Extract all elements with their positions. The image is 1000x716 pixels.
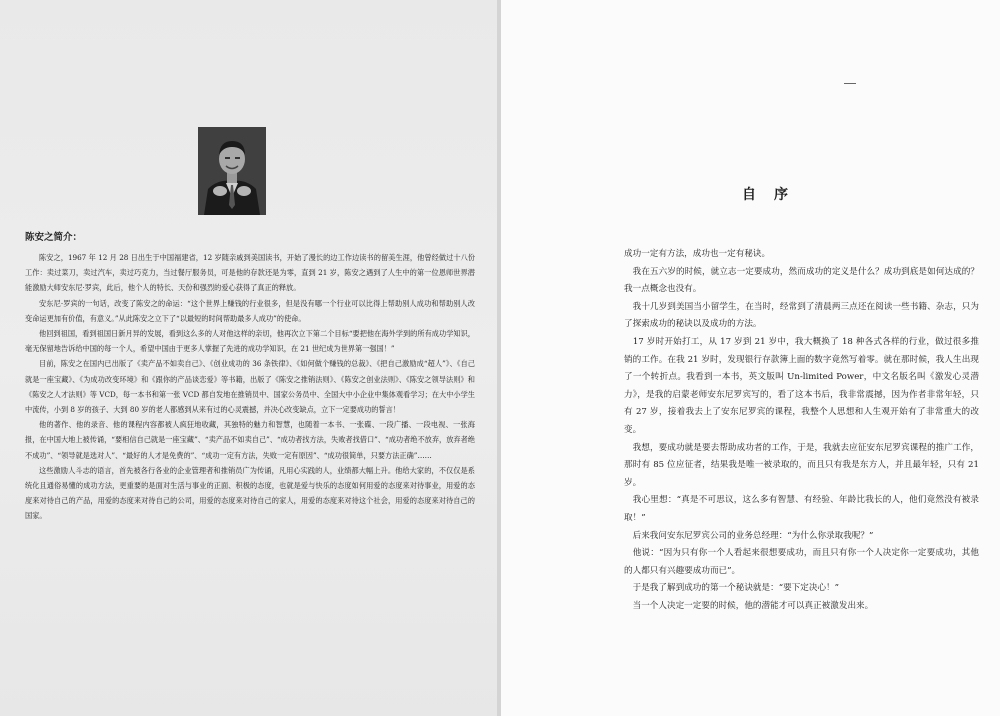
preface-paragraph: 于是我了解到成功的第一个秘诀就是：“要下定决心！”	[624, 583, 840, 594]
bio-paragraph: 这些激励人斗志的语言，首先被各行各业的企业管理者和推销员广为传诵，凡用心实践的人，业绩都大幅上升。他给大家的，不仅仅是系统化且通俗易懂的成功方法，更重要的是面对生活与事业的正面、积极的态度，也就是爱与快乐的态度如何用爱的态度来对待事业，用爱的态度来对待自己的产品，用爱的态度来对待自己的公司，用爱的态度来对待自己的家人，用爱的态度来对待这个社会，用爱的态度来对待自己的国家。	[25, 465, 475, 521]
bio-paragraph: 陈安之，1967 年 12 月 28 日出生于中国福建省，12 岁随亲戚到美国读书，开始了漫长的边工作边读书的留美生涯，他曾经做过十八份工作：卖过菜刀，卖过汽车，卖过巧克力，当过餐厅服务员，可是他的存款还是为零，直到 21 岁，陈安之遇到了人生中的第一位恩师世界潜能激励大师安东尼·罗宾，此后，他个人的特长、天份和强烈的爱心获得了真正的释放。	[25, 253, 475, 293]
preface-paragraph: 我想，要成功就是要去帮助成功者的工作，于是，我就去应征安东尼罗宾课程的推广工作，那时有 85 位应征者，结果我是唯一被录取的，而且只有我是东方人，并且最年轻，只有 21 岁。	[624, 442, 979, 488]
bio-heading: 陈安之简介：	[25, 232, 83, 243]
bio-paragraph: 他回到祖国，看到祖国日新月异的发展，看到这么多的人对他这样的亲切，他再次立下第二个目标“要把他在海外学到的所有成功学知识，毫无保留地告诉给中国的每一个人，希望中国由于更多人掌握了先进的成功学知识，在 21 世纪成为世界第一强国！”	[25, 329, 475, 354]
preface-paragraph: 当一个人决定一定要的时候，他的潜能才可以真正被激发出来。	[624, 600, 874, 611]
author-bio	[25, 228, 475, 524]
preface-paragraph: 成功一定有方法，成功也一定有秘诀。	[624, 249, 771, 259]
author-portrait-image	[198, 127, 266, 215]
left-page	[0, 0, 497, 716]
preface-paragraph: 我在五六岁的时候，就立志一定要成功，然而成功的定义是什么？成功到底是如何达成的？我一点概念也没有。	[624, 266, 979, 295]
preface-paragraph: 我心里想：“真是不可思议，这么多有智慧、有经验、年龄比我长的人，他们竟然没有被录取！”	[624, 495, 979, 523]
preface-paragraph: 我十几岁到美国当小留学生，在当时，经常到了清晨两三点还在阅读一些书籍、杂志，只为了探索成功的秘诀以及成功的方法。	[624, 301, 979, 330]
bio-paragraph: 安东尼·罗宾的一句话，改变了陈安之的命运：“这个世界上赚钱的行业很多，但是没有哪一个行业可以比得上帮助别人成功和帮助别人改变命运更加有价值，有意义。”从此陈安之立下了“以最短的时间帮助最多人成功”的使命。	[25, 298, 475, 323]
preface-body	[624, 246, 979, 615]
page-dash-mark	[844, 83, 856, 84]
author-photo	[198, 127, 266, 215]
preface-paragraph: 后来我问安东尼罗宾公司的业务总经理：“为什么你录取我呢？”	[624, 530, 874, 541]
preface-title: 自序	[742, 187, 806, 203]
preface-paragraph: 17 岁时开始打工，从 17 岁到 21 岁中，我大概换了 18 种各式各样的行业，做过很多推销的工作。在我 21 岁时，发现银行存款簿上面的数字竟然写着零。就在那时候，我人生出现了一个转折点。我看到一本书，英文版叫 Un-limited Power，中文名版名叫《激发心灵潜力》，是我的启蒙老师安东尼罗宾写的，看了这本书后，我非常震撼，因为作者非常年轻，只有 27 岁，接着我去上了安东尼罗宾的课程，我整个人思想和人生观开始有了非常重大的改变。	[624, 336, 979, 435]
bio-paragraph: 他的著作、他的录音、他的课程内容都被人疯狂地收藏，其独特的魅力和智慧，也随着一本书、一张碟、一段广播、一段电视、一张海报，在中国大地上被传诵，“要相信自己就是一座宝藏”、“卖产品不如卖自己”、“成功者找方法，失败者找借口”、“成功者绝不放弃，放弃者绝不成功”、“领导就是选对人”、“最好的人才是免费的”、“成功一定有方法，失败一定有原因”、“成功很简单，只要方法正确”……	[25, 420, 475, 460]
preface-paragraph: 他说：“因为只有你一个人看起来很想要成功，而且只有你一个人决定你一定要成功，其他的人都只有兴趣要成功而已”。	[624, 548, 979, 576]
bio-paragraph: 目前，陈安之在国内已出版了《卖产品不如卖自己》、《创业成功的 36 条铁律》、《如何做个赚钱的总裁》、《把自己激励成“超人”》、《自己就是一座宝藏》、《为成功改变环境》和《跟你的产品谈恋爱》等书籍，出版了《陈安之推销法则》、《陈安之创业法则》、《陈安之领导法则》和《陈安之人才法则》等 VCD，每一本书和第一张 VCD 都自发地在推销员中、国家公务员中、全国大中小企业中集体观看学习；在大中小学生中流传，小到 8 岁的孩子、大到 80 岁的老人都感到从来有过的心灵震撼，并决心改变缺点，立下一定要成功的誓言！	[25, 359, 475, 415]
